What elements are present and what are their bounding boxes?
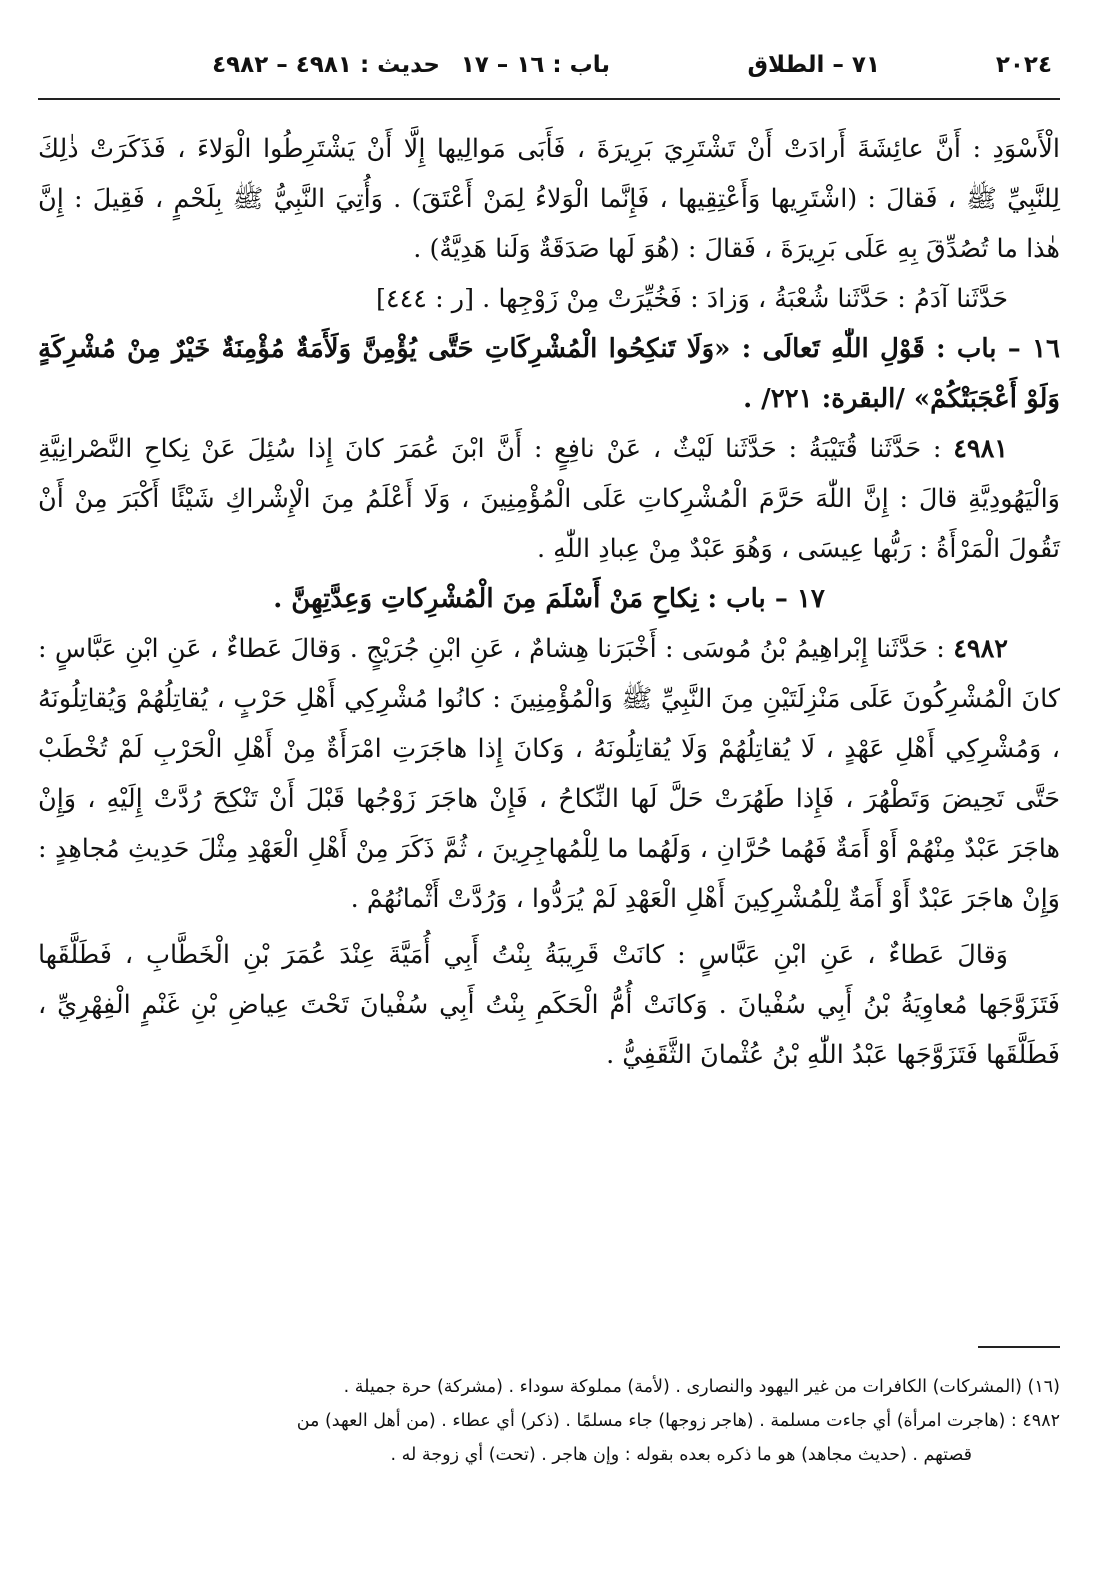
hadith-4981 xyxy=(38,424,1060,574)
bab-range: باب : ١٦ – ١٧ xyxy=(460,52,610,78)
footnote-4982 xyxy=(38,1404,1060,1438)
book-title: ٧١ – الطلاق xyxy=(747,52,880,78)
footnote-4982-line1: : (هاجرت امرأة) أي جاءت مسلمة . (هاجر زوجها) جاء مسلمًا . (ذكر) أي عطاء . (من أهل العهد) من xyxy=(296,1411,1017,1431)
footnote-rule xyxy=(978,1346,1060,1348)
hadith-4982-number: ٤٩٨٢ xyxy=(953,634,1008,664)
bab-17-heading: ١٧ – باب : نِكاحِ مَنْ أَسْلَمَ مِنَ الْمُشْرِكاتِ وَعِدَّتِهِنَّ . xyxy=(273,584,825,614)
hadith-4982-text: : حَدَّثَنا إِبْراهِيمُ بْنُ مُوسَى : أَخْبَرَنا هِشامٌ ، عَنِ ابْنِ جُرَيْجٍ . وَقالَ عَطاءٌ ، عَنِ ابْنِ عَبَّاسٍ : كانَ الْمُشْرِكُونَ عَلَى مَنْزِلَتَيْنِ مِنَ النَّبِيِّ ﷺ وَالْمُؤْمِنِينَ : كانُوا مُشْرِكِي أَهْلِ حَرْبٍ ، يُقاتِلُهُمْ وَيُقاتِلُونَهُ ، وَمُشْرِكِي أَهْلِ عَهْدٍ ، لَا يُقاتِلُهُمْ وَلَا يُقاتِلُونَهُ ، وَكانَ إِذا هاجَرَتِ امْرَأَةٌ مِنْ أَهْلِ الْحَرْبِ لَمْ تُخْطَبْ حَتَّى تَحِيضَ وَتَطْهُرَ ، فَإِذا طَهُرَتْ حَلَّ لَها النِّكاحُ ، فَإِنْ هاجَرَ زَوْجُها قَبْلَ أَنْ تَنْكِحَ رُدَّتْ إِلَيْهِ ، وَإِنْ هاجَرَ عَبْدٌ مِنْهُمْ أَوْ أَمَةٌ فَهُما حُرَّانِ ، وَلَهُما ما لِلْمُهاجِرِينَ ، ثُمَّ ذَكَرَ مِنْ أَهْلِ الْعَهْدِ مِثْلَ حَدِيثِ مُجاهِدٍ : وَإِنْ هاجَرَ عَبْدٌ أَوْ أَمَةٌ لِلْمُشْرِكِينَ أَهْلِ الْعَهْدِ لَمْ يُرَدُّوا ، وَرُدَّتْ أَثْمانُهُمْ . xyxy=(38,634,1060,914)
page-number: ٢٠٢٤ xyxy=(995,52,1052,78)
running-header xyxy=(38,52,1060,92)
bab-16-number: ١٦ – باب : xyxy=(936,334,1060,364)
book-page xyxy=(38,0,1060,1585)
header-rule xyxy=(38,98,1060,100)
footnote-4982-continued: قصتهم . (حديث مجاهد) هو ما ذكره بعده بقوله : وإن هاجر . (تحت) أي زوجة له . xyxy=(390,1445,972,1465)
hadith-4982 xyxy=(38,624,1060,924)
bab-16-title: قَوْلِ اللّٰهِ تَعالَى : «وَلَا تَنكِحُوا الْمُشْرِكَاتِ حَتَّى يُؤْمِنَّ وَلَأَمَةٌ مُؤْمِنَةٌ خَيْرٌ مِنْ مُشْرِكَةٍ وَلَوْ أَعْجَبَتْكُمْ» /البقرة: ٢٢١/ . xyxy=(38,334,1060,414)
footnote-4982-number: ٤٩٨٢ xyxy=(1022,1411,1060,1431)
hadith-4981-text: : حَدَّثَنا قُتَيْبَةُ : حَدَّثَنا لَيْثٌ ، عَنْ نافِعٍ : أَنَّ ابْنَ عُمَرَ كانَ إِذا سُئِلَ عَنْ نِكاحِ النَّصْرانِيَّةِ وَالْيَهُودِيَّةِ قالَ : إِنَّ اللّٰهَ حَرَّمَ الْمُشْرِكاتِ عَلَى الْمُؤْمِنِينَ ، وَلَا أَعْلَمُ مِنَ الْإِشْراكِ شَيْئًا أَكْبَرَ مِنْ أَنْ تَقُولَ الْمَرْأَةُ : رَبُّها عِيسَى ، وَهُوَ عَبْدٌ مِنْ عِبادِ اللّٰهِ . xyxy=(38,434,1060,564)
footnote-16: (١٦) (المشركات) الكافرات من غير اليهود والنصارى . (لأمة) مملوكة سوداء . (مشركة) حرة جميلة . xyxy=(343,1377,1060,1397)
bab-16-heading xyxy=(38,324,1060,424)
paragraph-ataa: وَقالَ عَطاءٌ ، عَنِ ابْنِ عَبَّاسٍ : كانَتْ قَرِيبَةُ بِنْتُ أَبِي أُمَيَّةَ عِنْدَ عُمَرَ بْنِ الْخَطَّابِ ، فَطَلَّقَها فَتَزَوَّجَها مُعاوِيَةُ بْنُ أَبِي سُفْيانَ . وَكانَتْ أُمُّ الْحَكَمِ بِنْتُ أَبِي سُفْيانَ تَحْتَ عِياضِ بْنِ غَنْمٍ الْفِهْرِيِّ ، فَطَلَّقَها فَتَزَوَّجَها عَبْدُ اللّٰهِ بْنُ عُثْمانَ الثَّقَفِيُّ . xyxy=(38,940,1060,1070)
main-text xyxy=(38,124,1060,1080)
hadith-4981-number: ٤٩٨١ xyxy=(953,434,1009,464)
footnotes xyxy=(38,1370,1060,1472)
paragraph-aswad: الْأَسْوَدِ : أَنَّ عائِشَةَ أَرادَتْ أَنْ تَشْتَرِيَ بَرِيرَةَ ، فَأَبَى مَوالِيها إِلَّا أَنْ يَشْتَرِطُوا الْوَلاءَ ، فَذَكَرَتْ ذٰلِكَ لِلنَّبِيِّ ﷺ ، فَقالَ : (اشْتَرِيها وَأَعْتِقِيها ، فَإِنَّما الْوَلاءُ لِمَنْ أَعْتَقَ) . وَأُتِيَ النَّبِيُّ ﷺ بِلَحْمٍ ، فَقِيلَ : إِنَّ هٰذا ما تُصُدِّقَ بِهِ عَلَى بَرِيرَةَ ، فَقالَ : (هُوَ لَها صَدَقَةٌ وَلَنا هَدِيَّةٌ) . xyxy=(38,134,1060,264)
hadith-range: حديث : ٤٩٨١ – ٤٩٨٢ xyxy=(212,52,440,78)
paragraph-adam: حَدَّثَنا آدَمُ : حَدَّثَنا شُعْبَةُ ، وَزادَ : فَخُيِّرَتْ مِنْ زَوْجِها . [ر : ٤٤٤] xyxy=(375,284,1008,314)
